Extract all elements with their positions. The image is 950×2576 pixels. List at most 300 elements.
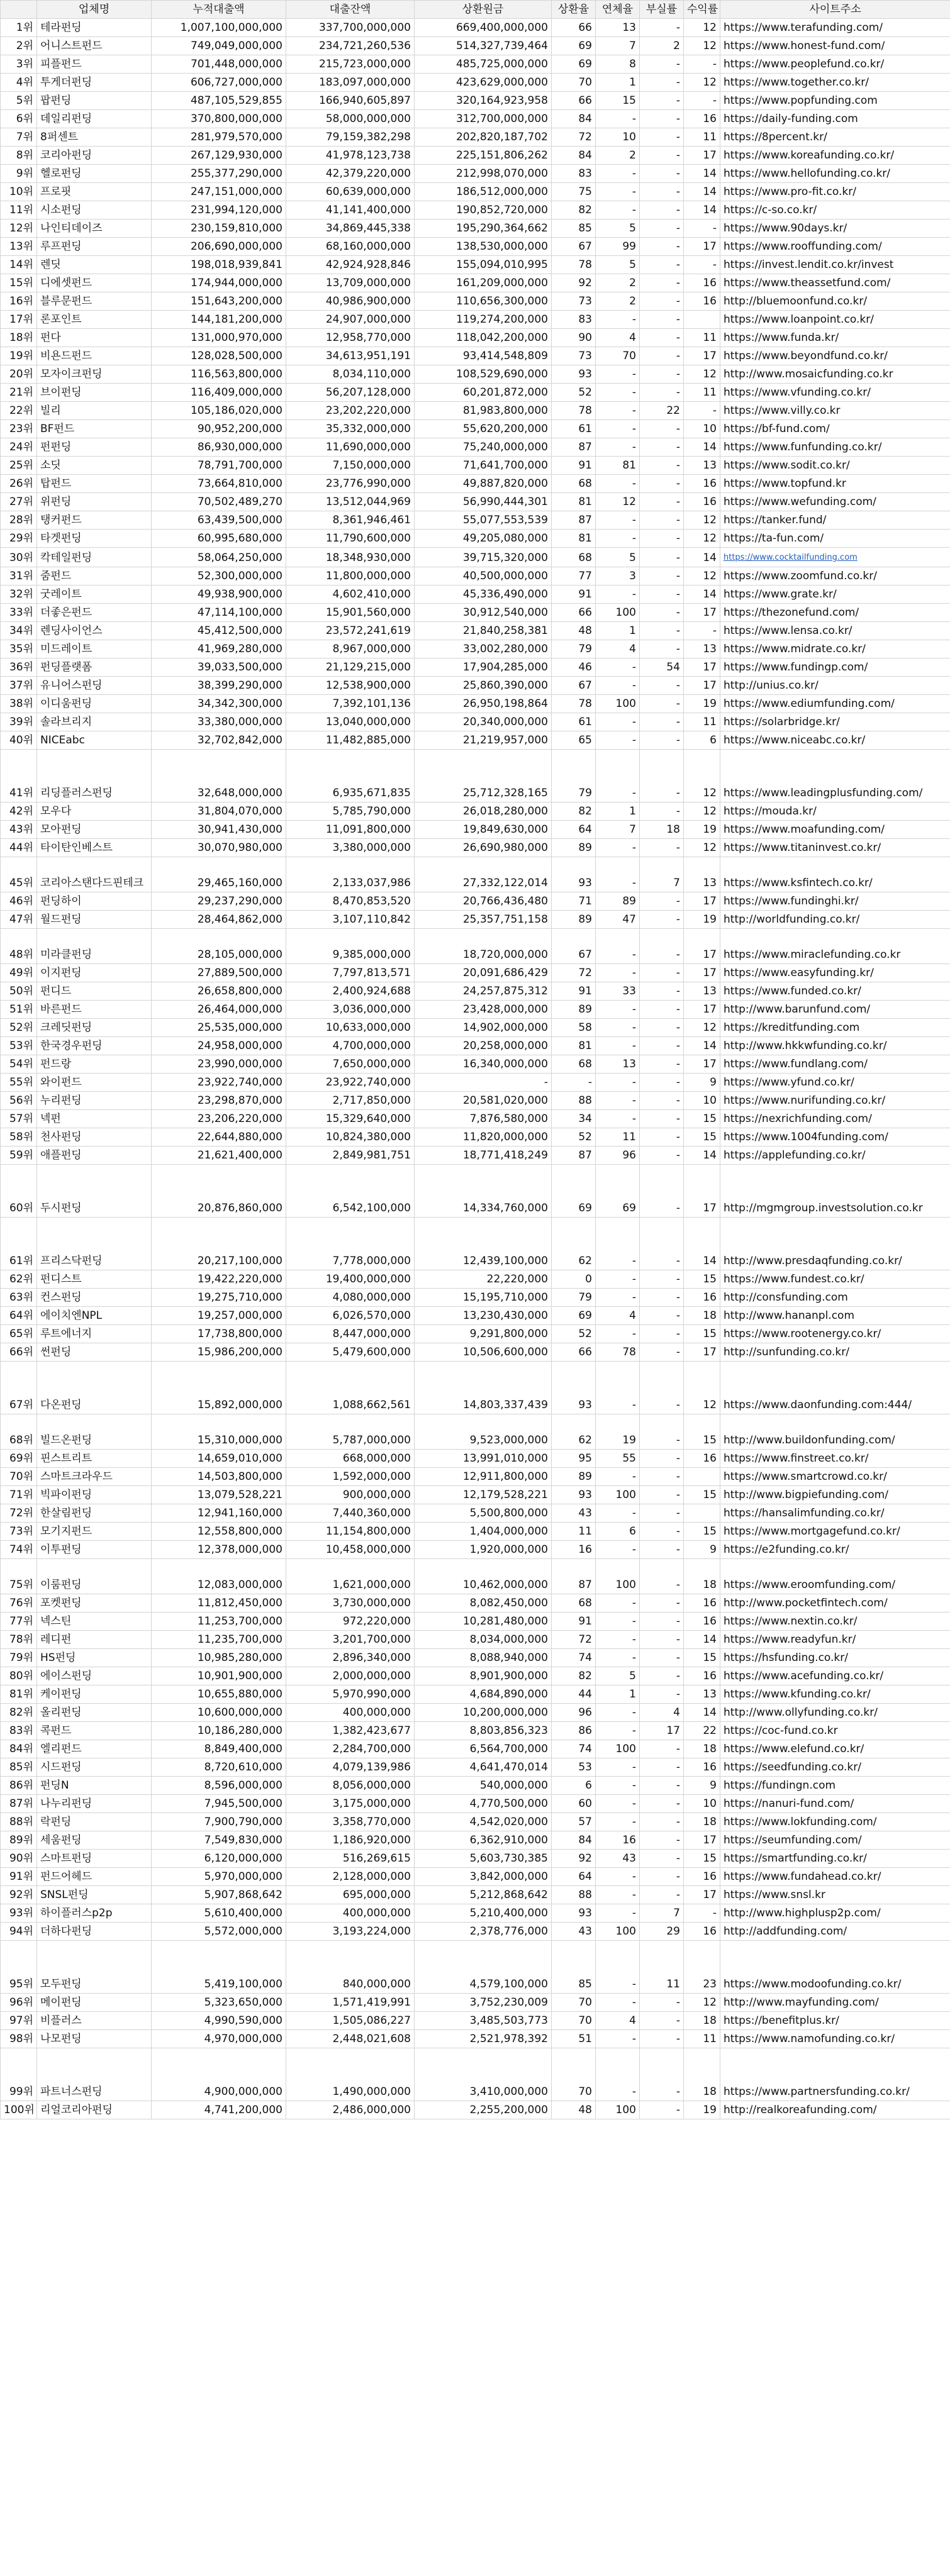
default-rate-cell: - (640, 911, 684, 929)
repaid-principal-cell: 20,766,436,480 (415, 892, 552, 911)
site-url-cell[interactable] (720, 292, 950, 311)
site-url-cell[interactable] (720, 929, 950, 964)
site-url-cell[interactable] (720, 1594, 950, 1613)
site-url-cell[interactable] (720, 1362, 950, 1414)
site-url-cell[interactable] (720, 347, 950, 365)
site-url-text[interactable]: https://www.smartcrowd.co.kr/ (724, 1470, 887, 1483)
site-url-text[interactable]: https://www.wefunding.com/ (724, 496, 876, 508)
site-url-cell[interactable] (720, 839, 950, 857)
site-url-text[interactable]: https://tanker.fund/ (724, 514, 827, 526)
delinquency-rate-cell: - (596, 183, 640, 201)
site-url-cell[interactable] (720, 74, 950, 92)
site-url-text[interactable]: http://unius.co.kr/ (724, 679, 819, 692)
loan-balance-cell: 3,201,700,000 (286, 1631, 415, 1649)
site-url-cell[interactable] (720, 2048, 950, 2101)
site-url-text[interactable]: https://mouda.kr/ (724, 805, 817, 818)
site-url-text[interactable]: https://c-so.co.kr/ (724, 204, 817, 216)
site-url-cell[interactable] (720, 402, 950, 420)
rank-cell: 73위 (1, 1523, 37, 1541)
rank-cell: 56위 (1, 1092, 37, 1110)
site-url-text[interactable]: https://thezonefund.com/ (724, 606, 859, 619)
return-rate-cell: - (684, 92, 720, 110)
site-url-cell[interactable] (720, 964, 950, 982)
site-url-text[interactable]: https://www.fundlang.com/ (724, 1058, 868, 1070)
default-rate-cell: 4 (640, 1704, 684, 1722)
site-url-text[interactable]: https://www.theassetfund.com/ (724, 277, 891, 289)
repaid-principal-cell: 10,506,600,000 (415, 1343, 552, 1362)
site-url-text[interactable]: https://seumfunding.com/ (724, 1834, 862, 1846)
loan-balance-cell: 1,621,000,000 (286, 1559, 415, 1594)
company-name-cell: 이투펀딩 (37, 1541, 152, 1559)
site-url-cell[interactable] (720, 1325, 950, 1343)
site-url-cell[interactable] (720, 640, 950, 658)
site-url-text[interactable]: https://kreditfunding.com (724, 1021, 860, 1034)
site-url-cell[interactable] (720, 1813, 950, 1831)
default-rate-cell: - (640, 1270, 684, 1289)
site-url-text[interactable]: https://daily-funding.com (724, 113, 858, 125)
site-url-cell[interactable] (720, 1923, 950, 1941)
site-url-cell[interactable] (720, 1994, 950, 2012)
site-url-text[interactable]: http://www.hananpl.com (724, 1309, 855, 1322)
company-name-cell: 모두펀딩 (37, 1941, 152, 1994)
site-url-cell[interactable] (720, 1631, 950, 1649)
site-url-cell[interactable] (720, 1850, 950, 1868)
company-name-cell: 브이펀딩 (37, 384, 152, 402)
rank-cell: 14위 (1, 256, 37, 274)
site-url-cell[interactable] (720, 1074, 950, 1092)
site-url-cell[interactable] (720, 713, 950, 731)
site-url-cell[interactable] (720, 1270, 950, 1289)
site-url-text[interactable]: https://www.grate.kr/ (724, 588, 837, 601)
site-url-text[interactable]: https://www.funfunding.co.kr/ (724, 441, 882, 453)
site-url-cell[interactable] (720, 511, 950, 530)
site-url-text[interactable]: http://www.bigpiefunding.com/ (724, 1489, 888, 1501)
site-url-text[interactable]: https://www.rooffunding.com/ (724, 240, 882, 253)
site-url-cell[interactable] (720, 55, 950, 74)
site-url-text[interactable]: http://www.mosaicfunding.co.kr (724, 368, 893, 380)
site-url-cell[interactable] (720, 1740, 950, 1758)
site-url-cell[interactable] (720, 1092, 950, 1110)
default-rate-cell: - (640, 1165, 684, 1218)
site-url-cell[interactable] (720, 1722, 950, 1740)
site-url-text[interactable]: https://hansalimfunding.co.kr/ (724, 1507, 885, 1519)
default-rate-cell: - (640, 1307, 684, 1325)
site-url-cell[interactable] (720, 1523, 950, 1541)
site-url-cell[interactable] (720, 1468, 950, 1486)
company-name-cell: 케이펀딩 (37, 1685, 152, 1704)
site-url-cell[interactable] (720, 420, 950, 438)
site-url-text[interactable]: https://hsfunding.co.kr/ (724, 1652, 848, 1664)
loan-balance-cell: 5,787,000,000 (286, 1414, 415, 1450)
site-url-cell[interactable] (720, 384, 950, 402)
site-url-text[interactable]: https://www.90days.kr/ (724, 222, 847, 235)
delinquency-rate-cell: - (596, 1092, 640, 1110)
site-url-text[interactable]: http://www.buildonfunding.com/ (724, 1434, 895, 1446)
return-rate-cell: 19 (684, 821, 720, 839)
site-url-cell[interactable] (720, 567, 950, 586)
site-url-cell[interactable] (720, 457, 950, 475)
site-url-cell[interactable] (720, 604, 950, 622)
site-url-text[interactable]: https://www.pro-fit.co.kr/ (724, 186, 856, 198)
site-url-cell[interactable] (720, 1019, 950, 1037)
site-url-cell[interactable] (720, 1868, 950, 1886)
repaid-principal-cell: 5,603,730,385 (415, 1850, 552, 1868)
site-url-cell[interactable] (720, 586, 950, 604)
site-url-cell[interactable] (720, 982, 950, 1001)
site-url-cell[interactable] (720, 2030, 950, 2048)
delinquency-rate-cell: 100 (596, 1486, 640, 1504)
site-url-text[interactable]: http://worldfunding.co.kr/ (724, 913, 860, 926)
site-url-cell[interactable] (720, 1128, 950, 1146)
loan-balance-cell: 234,721,260,536 (286, 37, 415, 55)
site-url-text[interactable]: https://www.miraclefunding.co.kr (724, 948, 901, 961)
site-url-text[interactable]: https://www.readyfun.kr/ (724, 1633, 856, 1646)
site-url-text[interactable]: https://solarbridge.kr/ (724, 716, 840, 728)
site-url-text[interactable]: https://bf-fund.com/ (724, 423, 830, 435)
site-url-cell[interactable] (720, 438, 950, 457)
col-header-loan-balance: 대출잔액 (286, 1, 415, 19)
site-url-cell[interactable] (720, 1649, 950, 1667)
site-url-text[interactable]: http://www.mayfunding.com/ (724, 1996, 879, 2009)
site-url-text[interactable]: https://www.hellofunding.co.kr/ (724, 167, 891, 180)
site-url-text[interactable]: https://www.mortgagefund.co.kr/ (724, 1525, 900, 1538)
site-url-cell[interactable] (720, 731, 950, 750)
site-url-text[interactable]: http://www.highplusp2p.com/ (724, 1907, 881, 1919)
site-url-text[interactable]: https://www.funda.kr/ (724, 331, 839, 344)
site-url-text[interactable]: https://www.vfunding.co.kr/ (724, 386, 871, 399)
site-url-cell[interactable] (720, 695, 950, 713)
repaid-principal-cell: 225,151,806,262 (415, 147, 552, 165)
repaid-principal-cell: 161,209,000,000 (415, 274, 552, 292)
site-url-text[interactable]: https://www.moafunding.com/ (724, 823, 885, 836)
rank-cell: 20위 (1, 365, 37, 384)
table-row (1, 1831, 950, 1850)
table-row (1, 1904, 950, 1923)
site-url-cell[interactable] (720, 92, 950, 110)
company-name-cell: 펀펀딩 (37, 438, 152, 457)
table-row (1, 183, 950, 201)
site-url-cell[interactable] (720, 1414, 950, 1450)
company-name-cell: 핀스트리트 (37, 1450, 152, 1468)
site-url-cell[interactable] (720, 1941, 950, 1994)
site-url-cell[interactable] (720, 329, 950, 347)
repayment-rate-cell: 43 (552, 1923, 596, 1941)
site-url-cell[interactable] (720, 311, 950, 329)
site-url-text[interactable]: https://www.1004funding.com/ (724, 1131, 888, 1143)
site-url-cell[interactable] (720, 1667, 950, 1685)
default-rate-cell: - (640, 420, 684, 438)
site-url-text[interactable]: http://realkoreafunding.com/ (724, 2104, 877, 2116)
rank-cell: 39위 (1, 713, 37, 731)
site-url-text[interactable]: https://www.finstreet.co.kr/ (724, 1452, 869, 1465)
site-url-text[interactable]: http://mgmgroup.investsolution.co.kr (724, 1202, 923, 1214)
return-rate-cell: 15 (684, 1649, 720, 1667)
site-url-text[interactable]: https://coc-fund.co.kr (724, 1724, 838, 1737)
rank-cell: 84위 (1, 1740, 37, 1758)
site-url-text[interactable]: https://www.terafunding.com/ (724, 21, 883, 34)
loan-balance-cell: 56,207,128,000 (286, 384, 415, 402)
table-row (1, 1613, 950, 1631)
site-url-text[interactable]: https://www.honest-fund.com/ (724, 40, 885, 52)
site-url-text[interactable]: https://www.kfunding.co.kr/ (724, 1688, 871, 1701)
site-url-text[interactable]: https://www.loanpoint.co.kr/ (724, 313, 874, 326)
site-url-text[interactable]: https://www.partnersfunding.co.kr/ (724, 2085, 910, 2098)
delinquency-rate-cell: 4 (596, 1307, 640, 1325)
rank-cell: 10위 (1, 183, 37, 201)
repaid-principal-cell: 19,849,630,000 (415, 821, 552, 839)
site-url-cell[interactable] (720, 1146, 950, 1165)
site-url-text[interactable]: http://sunfunding.co.kr/ (724, 1346, 849, 1358)
site-url-cell[interactable] (720, 475, 950, 493)
repayment-rate-cell: 73 (552, 292, 596, 311)
site-url-text[interactable]: http://www.ollyfunding.co.kr/ (724, 1706, 878, 1719)
rank-cell: 3위 (1, 55, 37, 74)
return-rate-cell: 14 (684, 183, 720, 201)
loan-balance-cell: 8,056,000,000 (286, 1777, 415, 1795)
site-url-text[interactable]: https://benefitplus.kr/ (724, 2014, 839, 2027)
site-url-text[interactable]: https://invest.lendit.co.kr/invest (724, 258, 894, 271)
return-rate-cell: - (684, 256, 720, 274)
site-url-text[interactable]: https://nanuri-fund.com/ (724, 1797, 854, 1810)
rank-cell: 81위 (1, 1685, 37, 1704)
site-url-text[interactable]: https://smartfunding.co.kr/ (724, 1852, 867, 1865)
site-url-cell[interactable] (720, 365, 950, 384)
site-url-cell[interactable] (720, 2012, 950, 2030)
default-rate-cell: - (640, 695, 684, 713)
site-url-text[interactable]: https://www.popfunding.com (724, 94, 878, 107)
site-url-cell[interactable] (720, 658, 950, 677)
cumulative-loans-cell: 26,464,000,000 (152, 1001, 286, 1019)
site-url-text[interactable]: http://addfunding.com/ (724, 1925, 847, 1938)
repayment-rate-cell: 69 (552, 1165, 596, 1218)
delinquency-rate-cell: 100 (596, 604, 640, 622)
cumulative-loans-cell: 60,995,680,000 (152, 530, 286, 548)
site-url-cell[interactable] (720, 892, 950, 911)
repayment-rate-cell: 91 (552, 982, 596, 1001)
repayment-rate-cell: 92 (552, 274, 596, 292)
site-url-cell[interactable] (720, 530, 950, 548)
site-url-text[interactable]: https://www.daonfunding.com:444/ (724, 1399, 912, 1411)
site-url-text[interactable]: https://www.lensa.co.kr/ (724, 625, 852, 637)
site-url-text[interactable]: https://www.cocktailfunding.com (724, 553, 858, 562)
site-url-text[interactable]: http://www.presdaqfunding.co.kr/ (724, 1255, 902, 1267)
repaid-principal-cell: 26,690,980,000 (415, 839, 552, 857)
site-url-cell[interactable] (720, 128, 950, 147)
site-url-cell[interactable] (720, 1055, 950, 1074)
site-url-text[interactable]: https://www.together.co.kr/ (724, 76, 869, 89)
site-url-cell[interactable] (720, 37, 950, 55)
site-url-text[interactable]: https://www.beyondfund.co.kr/ (724, 350, 888, 362)
table-row (1, 2030, 950, 2048)
col-header-repayment-rate: 상환율 (552, 1, 596, 19)
site-url-cell[interactable] (720, 1289, 950, 1307)
site-url-cell[interactable] (720, 238, 950, 256)
return-rate-cell: 14 (684, 548, 720, 567)
site-url-cell[interactable] (720, 857, 950, 892)
site-url-text[interactable]: https://www.nextin.co.kr/ (724, 1615, 858, 1628)
site-url-cell[interactable] (720, 165, 950, 183)
default-rate-cell: - (640, 839, 684, 857)
site-url-text[interactable]: https://fundingn.com (724, 1779, 836, 1792)
site-url-cell[interactable] (720, 1504, 950, 1523)
site-url-cell[interactable] (720, 1559, 950, 1594)
site-url-text[interactable]: http://bluemoonfund.co.kr/ (724, 295, 868, 308)
site-url-text[interactable]: https://www.namofunding.co.kr/ (724, 2033, 895, 2045)
site-url-cell[interactable] (720, 1343, 950, 1362)
repayment-rate-cell: 6 (552, 1777, 596, 1795)
default-rate-cell: 2 (640, 37, 684, 55)
site-url-text[interactable]: https://www.yfund.co.kr/ (724, 1076, 854, 1089)
site-url-cell[interactable] (720, 201, 950, 219)
site-url-text[interactable]: https://www.nurifunding.co.kr/ (724, 1094, 886, 1107)
site-url-cell[interactable] (720, 1307, 950, 1325)
site-url-text[interactable]: https://www.ksfintech.co.kr/ (724, 877, 873, 889)
site-url-text[interactable]: https://www.eroomfunding.com/ (724, 1579, 895, 1591)
site-url-text[interactable]: https://www.lokfunding.com/ (724, 1816, 877, 1828)
site-url-text[interactable]: https://8percent.kr/ (724, 131, 827, 143)
site-url-cell[interactable] (720, 493, 950, 511)
site-url-text[interactable]: https://www.peoplefund.co.kr/ (724, 58, 885, 70)
delinquency-rate-cell: 1 (596, 74, 640, 92)
return-rate-cell: 19 (684, 2101, 720, 2119)
site-url-text[interactable]: https://www.sodit.co.kr/ (724, 459, 850, 472)
site-url-text[interactable]: https://www.fundingp.com/ (724, 661, 868, 674)
site-url-cell[interactable] (720, 548, 950, 567)
site-url-cell[interactable] (720, 1777, 950, 1795)
site-url-text[interactable]: https://www.rootenergy.co.kr/ (724, 1328, 881, 1340)
rank-cell: 91위 (1, 1868, 37, 1886)
return-rate-cell: 12 (684, 1362, 720, 1414)
site-url-cell[interactable] (720, 1218, 950, 1270)
site-url-text[interactable]: https://www.modoofunding.co.kr/ (724, 1978, 902, 1990)
default-rate-cell: - (640, 640, 684, 658)
site-url-text[interactable]: http://www.hkkwfunding.co.kr/ (724, 1040, 887, 1052)
loan-balance-cell: 215,723,000,000 (286, 55, 415, 74)
cumulative-loans-cell: 23,298,870,000 (152, 1092, 286, 1110)
return-rate-cell: 17 (684, 604, 720, 622)
site-url-text[interactable]: https://www.leadingplusfunding.com/ (724, 787, 923, 799)
return-rate-cell: 17 (684, 677, 720, 695)
rank-cell: 64위 (1, 1307, 37, 1325)
site-url-text[interactable]: https://www.midrate.co.kr/ (724, 643, 866, 655)
site-url-text[interactable]: https://www.titaninvest.co.kr/ (724, 841, 881, 854)
site-url-cell[interactable] (720, 2101, 950, 2119)
site-url-cell[interactable] (720, 802, 950, 821)
site-url-cell[interactable] (720, 219, 950, 238)
rank-cell: 66위 (1, 1343, 37, 1362)
cumulative-loans-cell: 38,399,290,000 (152, 677, 286, 695)
site-url-text[interactable]: https://ta-fun.com/ (724, 532, 824, 545)
site-url-cell[interactable] (720, 110, 950, 128)
site-url-cell[interactable] (720, 183, 950, 201)
site-url-cell[interactable] (720, 1001, 950, 1019)
site-url-cell[interactable] (720, 622, 950, 640)
site-url-text[interactable]: https://www.koreafunding.co.kr/ (724, 149, 895, 162)
site-url-cell[interactable] (720, 1831, 950, 1850)
loan-balance-cell: 58,000,000,000 (286, 110, 415, 128)
site-url-cell[interactable] (720, 1685, 950, 1704)
repaid-principal-cell: 75,240,000,000 (415, 438, 552, 457)
site-url-cell[interactable] (720, 1886, 950, 1904)
site-url-cell[interactable] (720, 147, 950, 165)
site-url-cell[interactable] (720, 750, 950, 802)
site-url-text[interactable]: https://seedfunding.co.kr/ (724, 1761, 861, 1774)
return-rate-cell: 17 (684, 1886, 720, 1904)
site-url-cell[interactable] (720, 677, 950, 695)
rank-cell: 70위 (1, 1468, 37, 1486)
site-url-cell[interactable] (720, 274, 950, 292)
site-url-cell[interactable] (720, 1450, 950, 1468)
cumulative-loans-cell: 15,310,000,000 (152, 1414, 286, 1450)
site-url-cell[interactable] (720, 1110, 950, 1128)
repaid-principal-cell: 21,840,258,381 (415, 622, 552, 640)
site-url-cell[interactable] (720, 19, 950, 37)
cumulative-loans-cell: 26,658,800,000 (152, 982, 286, 1001)
default-rate-cell: - (640, 1468, 684, 1486)
site-url-text[interactable]: https://www.topfund.kr (724, 477, 846, 490)
cumulative-loans-cell: 8,720,610,000 (152, 1758, 286, 1777)
site-url-text[interactable]: http://www.pocketfintech.com/ (724, 1597, 888, 1609)
site-url-text[interactable]: http://consfunding.com (724, 1291, 848, 1304)
site-url-cell[interactable] (720, 1795, 950, 1813)
site-url-cell[interactable] (720, 1758, 950, 1777)
site-url-text[interactable]: https://www.fundahead.co.kr/ (724, 1870, 881, 1883)
default-rate-cell: - (640, 55, 684, 74)
delinquency-rate-cell: 12 (596, 493, 640, 511)
site-url-cell[interactable] (720, 1165, 950, 1218)
site-url-text[interactable]: https://www.acefunding.co.kr/ (724, 1670, 884, 1682)
rank-cell: 15위 (1, 274, 37, 292)
default-rate-cell: - (640, 311, 684, 329)
site-url-text[interactable]: https://www.niceabc.co.kr/ (724, 734, 866, 747)
site-url-text[interactable]: https://www.elefund.co.kr/ (724, 1743, 864, 1755)
site-url-text[interactable]: https://www.zoomfund.co.kr/ (724, 570, 877, 582)
site-url-text[interactable]: https://www.snsl.kr (724, 1889, 825, 1901)
site-url-text[interactable]: http://www.barunfund.com/ (724, 1003, 871, 1016)
default-rate-cell: - (640, 201, 684, 219)
site-url-cell[interactable] (720, 1486, 950, 1504)
site-url-cell[interactable] (720, 1541, 950, 1559)
repaid-principal-cell: 17,904,285,000 (415, 658, 552, 677)
site-url-cell[interactable] (720, 256, 950, 274)
site-url-text[interactable]: https://nexrichfunding.com/ (724, 1113, 872, 1125)
loan-balance-cell: 1,505,086,227 (286, 2012, 415, 2030)
site-url-text[interactable]: https://applefunding.co.kr/ (724, 1149, 866, 1162)
site-url-text[interactable]: https://www.fundinghi.kr/ (724, 895, 859, 908)
delinquency-rate-cell: 11 (596, 1128, 640, 1146)
site-url-text[interactable]: https://www.fundest.co.kr/ (724, 1273, 864, 1285)
site-url-cell[interactable] (720, 1613, 950, 1631)
return-rate-cell: 17 (684, 147, 720, 165)
site-url-cell[interactable] (720, 821, 950, 839)
site-url-cell[interactable] (720, 1037, 950, 1055)
rank-cell: 79위 (1, 1649, 37, 1667)
loan-balance-cell: 3,193,224,000 (286, 1923, 415, 1941)
site-url-text[interactable]: https://www.villy.co.kr (724, 404, 841, 417)
loan-balance-cell: 695,000,000 (286, 1886, 415, 1904)
site-url-cell[interactable] (720, 1704, 950, 1722)
site-url-cell[interactable] (720, 911, 950, 929)
loan-balance-cell: 60,639,000,000 (286, 183, 415, 201)
company-name-cell: 프리스닥펀딩 (37, 1218, 152, 1270)
rank-cell: 71위 (1, 1486, 37, 1504)
site-url-text[interactable]: https://www.easyfunding.kr/ (724, 967, 874, 979)
site-url-cell[interactable] (720, 1904, 950, 1923)
site-url-text[interactable]: https://www.funded.co.kr/ (724, 985, 861, 997)
repayment-rate-cell: 82 (552, 1667, 596, 1685)
site-url-text[interactable]: https://www.ediumfunding.com/ (724, 697, 895, 710)
site-url-text[interactable]: https://e2funding.co.kr/ (724, 1543, 849, 1556)
